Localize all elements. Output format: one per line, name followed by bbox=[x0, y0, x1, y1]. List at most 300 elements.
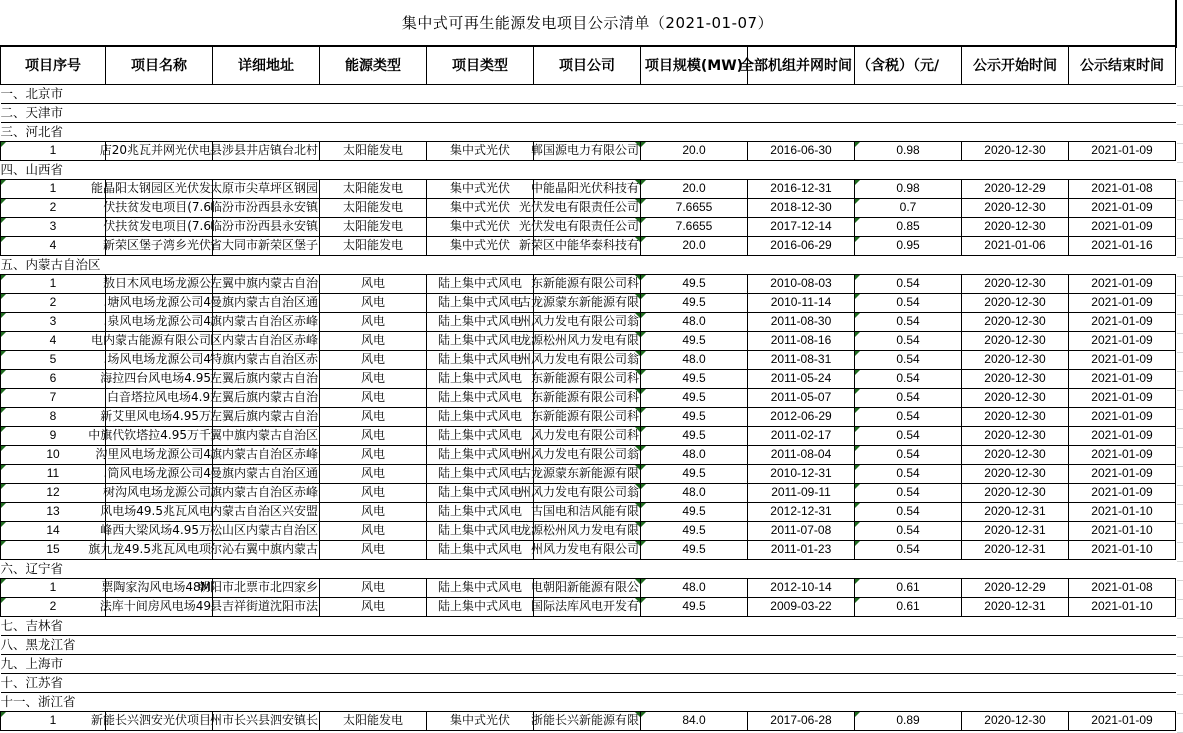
cell-address[interactable]: 临汾市汾西县永安镇 bbox=[213, 217, 320, 236]
cell-start-date[interactable]: 2020-12-30 bbox=[962, 483, 1069, 502]
cell-grid-time[interactable]: 2016-12-31 bbox=[748, 179, 855, 198]
cell-project-no[interactable]: 7 bbox=[1, 388, 106, 407]
gridline bbox=[1177, 428, 1183, 429]
cell-project-no[interactable]: 4 bbox=[1, 236, 106, 255]
table-row bbox=[1, 274, 1176, 293]
section-label[interactable]: 十、江苏省 bbox=[1, 673, 1176, 692]
gridline bbox=[1177, 314, 1183, 315]
cell-scale[interactable]: 49.5 bbox=[641, 369, 748, 388]
cell-price[interactable]: 0.95 bbox=[855, 236, 962, 255]
cell-project-type[interactable]: 陆上集中式风电 bbox=[427, 369, 534, 388]
section-label[interactable]: 一、北京市 bbox=[1, 84, 1176, 103]
cell-project-name[interactable]: 电内蒙古能源有限公司 bbox=[106, 331, 213, 350]
cell-price[interactable]: 0.61 bbox=[855, 597, 962, 616]
cell-company[interactable]: 古龙源蒙东新能源有限 bbox=[534, 293, 641, 312]
header-project-no[interactable]: 项目序号 bbox=[1, 46, 106, 84]
cell-project-no[interactable]: 14 bbox=[1, 521, 106, 540]
cell-company[interactable]: 龙源松州风力发电有限 bbox=[534, 521, 641, 540]
cell-project-name[interactable]: 旗九龙49.5兆瓦风电项 bbox=[106, 540, 213, 559]
cell-end-date[interactable]: 2021-01-10 bbox=[1069, 540, 1176, 559]
cell-project-name[interactable]: 法库十间房风电场49 bbox=[106, 597, 213, 616]
section-label[interactable]: 六、辽宁省 bbox=[1, 559, 1176, 578]
cell-grid-time[interactable]: 2011-08-30 bbox=[748, 312, 855, 331]
cell-scale[interactable]: 48.0 bbox=[641, 445, 748, 464]
cell-price[interactable]: 0.54 bbox=[855, 350, 962, 369]
cell-company[interactable]: 东新能源有限公司科 bbox=[534, 274, 641, 293]
cell-project-type[interactable]: 陆上集中式风电 bbox=[427, 540, 534, 559]
cell-start-date[interactable]: 2020-12-30 bbox=[962, 217, 1069, 236]
cell-energy-type[interactable]: 太阳能发电 bbox=[320, 141, 427, 160]
cell-project-name[interactable]: 塘风电场龙源公司4. bbox=[106, 293, 213, 312]
cell-company[interactable]: 风力发电有限公司科 bbox=[534, 426, 641, 445]
cell-address[interactable]: 区内蒙古自治区赤峰 bbox=[213, 331, 320, 350]
cell-end-date[interactable]: 2021-01-09 bbox=[1069, 217, 1176, 236]
cell-company[interactable]: 古龙源蒙东新能源有限 bbox=[534, 464, 641, 483]
cell-energy-type[interactable]: 太阳能发电 bbox=[320, 198, 427, 217]
cell-project-type[interactable]: 陆上集中式风电 bbox=[427, 293, 534, 312]
cell-end-date[interactable]: 2021-01-09 bbox=[1069, 274, 1176, 293]
section-label[interactable]: 二、天津市 bbox=[1, 103, 1176, 122]
cell-start-date[interactable]: 2020-12-29 bbox=[962, 578, 1069, 597]
cell-price[interactable]: 0.54 bbox=[855, 521, 962, 540]
cell-project-type[interactable]: 陆上集中式风电 bbox=[427, 464, 534, 483]
cell-price[interactable]: 0.7 bbox=[855, 198, 962, 217]
cell-project-type[interactable]: 陆上集中式风电 bbox=[427, 578, 534, 597]
cell-grid-time[interactable]: 2011-05-24 bbox=[748, 369, 855, 388]
cell-start-date[interactable]: 2020-12-30 bbox=[962, 464, 1069, 483]
cell-project-type[interactable]: 陆上集中式风电 bbox=[427, 483, 534, 502]
cell-grid-time[interactable]: 2011-09-11 bbox=[748, 483, 855, 502]
cell-project-name[interactable]: 新艾里风电场4.95万 bbox=[106, 407, 213, 426]
gridline bbox=[1177, 333, 1183, 334]
cell-start-date[interactable]: 2020-12-30 bbox=[962, 141, 1069, 160]
cell-project-name[interactable]: 筒风电场龙源公司4. bbox=[106, 464, 213, 483]
header-energy-type[interactable]: 能源类型 bbox=[320, 46, 427, 84]
cell-project-no[interactable]: 11 bbox=[1, 464, 106, 483]
cell-project-type[interactable]: 陆上集中式风电 bbox=[427, 521, 534, 540]
cell-project-type[interactable]: 陆上集中式风电 bbox=[427, 350, 534, 369]
cell-grid-time[interactable]: 2012-10-14 bbox=[748, 578, 855, 597]
header-end-date[interactable]: 公示结束时间 bbox=[1069, 46, 1176, 84]
cell-grid-time[interactable]: 2011-05-07 bbox=[748, 388, 855, 407]
cell-start-date[interactable]: 2020-12-31 bbox=[962, 521, 1069, 540]
cell-company[interactable]: 州风力发电有限公司翁 bbox=[534, 445, 641, 464]
cell-company[interactable]: 电朝阳新能源有限公 bbox=[534, 578, 641, 597]
cell-project-type[interactable]: 集中式光伏 bbox=[427, 179, 534, 198]
cell-energy-type[interactable]: 风电 bbox=[320, 388, 427, 407]
cell-project-no[interactable]: 1 bbox=[1, 141, 106, 160]
cell-end-date[interactable]: 2021-01-08 bbox=[1069, 179, 1176, 198]
cell-price[interactable]: 0.85 bbox=[855, 217, 962, 236]
section-row bbox=[1, 255, 1176, 274]
cell-company[interactable]: 中能晶阳光伏科技有 bbox=[534, 179, 641, 198]
cell-company[interactable]: 东新能源有限公司科 bbox=[534, 388, 641, 407]
cell-energy-type[interactable]: 太阳能发电 bbox=[320, 711, 427, 730]
cell-company[interactable]: 新荣区中能华泰科技有 bbox=[534, 236, 641, 255]
cell-address[interactable]: 内蒙古自治区兴安盟 bbox=[213, 502, 320, 521]
cell-energy-type[interactable]: 风电 bbox=[320, 578, 427, 597]
cell-company[interactable]: 国际法库风电开发有 bbox=[534, 597, 641, 616]
cell-energy-type[interactable]: 风电 bbox=[320, 426, 427, 445]
cell-project-type[interactable]: 陆上集中式风电 bbox=[427, 274, 534, 293]
cell-energy-type[interactable]: 风电 bbox=[320, 350, 427, 369]
cell-project-no[interactable]: 10 bbox=[1, 445, 106, 464]
cell-scale[interactable]: 20.0 bbox=[641, 179, 748, 198]
cell-energy-type[interactable]: 太阳能发电 bbox=[320, 217, 427, 236]
cell-start-date[interactable]: 2020-12-31 bbox=[962, 597, 1069, 616]
header-grid-time[interactable]: 全部机组并网时间 bbox=[748, 46, 855, 84]
cell-company[interactable]: 州风力发电有限公司翁 bbox=[534, 312, 641, 331]
cell-project-no[interactable]: 15 bbox=[1, 540, 106, 559]
cell-scale[interactable]: 7.6655 bbox=[641, 217, 748, 236]
cell-start-date[interactable]: 2020-12-31 bbox=[962, 540, 1069, 559]
cell-price[interactable]: 0.54 bbox=[855, 293, 962, 312]
cell-start-date[interactable]: 2020-12-30 bbox=[962, 312, 1069, 331]
header-start-date[interactable]: 公示开始时间 bbox=[962, 46, 1069, 84]
cell-scale[interactable]: 7.6655 bbox=[641, 198, 748, 217]
cell-price[interactable]: 0.54 bbox=[855, 483, 962, 502]
cell-address[interactable]: 太原市尖草坪区钢园 bbox=[213, 179, 320, 198]
cell-scale[interactable]: 49.5 bbox=[641, 502, 748, 521]
cell-start-date[interactable]: 2020-12-30 bbox=[962, 711, 1069, 730]
cell-price[interactable]: 0.89 bbox=[855, 711, 962, 730]
cell-price[interactable]: 0.54 bbox=[855, 312, 962, 331]
cell-end-date[interactable]: 2021-01-09 bbox=[1069, 483, 1176, 502]
cell-energy-type[interactable]: 风电 bbox=[320, 293, 427, 312]
cell-scale[interactable]: 20.0 bbox=[641, 141, 748, 160]
cell-end-date[interactable]: 2021-01-09 bbox=[1069, 312, 1176, 331]
cell-address[interactable]: 左翼中旗内蒙古自治 bbox=[213, 274, 320, 293]
cell-energy-type[interactable]: 风电 bbox=[320, 521, 427, 540]
cell-end-date[interactable]: 2021-01-09 bbox=[1069, 141, 1176, 160]
cell-start-date[interactable]: 2020-12-30 bbox=[962, 350, 1069, 369]
cell-address[interactable]: 旗内蒙古自治区赤峰 bbox=[213, 483, 320, 502]
cell-address[interactable]: 曼旗内蒙古自治区通 bbox=[213, 293, 320, 312]
cell-project-type[interactable]: 集中式光伏 bbox=[427, 198, 534, 217]
cell-scale[interactable]: 84.0 bbox=[641, 711, 748, 730]
cell-energy-type[interactable]: 风电 bbox=[320, 369, 427, 388]
cell-end-date[interactable]: 2021-01-10 bbox=[1069, 521, 1176, 540]
cell-energy-type[interactable]: 风电 bbox=[320, 331, 427, 350]
gridline bbox=[1177, 181, 1183, 182]
cell-project-no[interactable]: 3 bbox=[1, 312, 106, 331]
cell-project-no[interactable]: 2 bbox=[1, 198, 106, 217]
cell-address[interactable]: 州市长兴县泗安镇长 bbox=[213, 711, 320, 730]
cell-start-date[interactable]: 2020-12-30 bbox=[962, 331, 1069, 350]
section-label[interactable]: 三、河北省 bbox=[1, 122, 1176, 141]
cell-grid-time[interactable]: 2011-02-17 bbox=[748, 426, 855, 445]
cell-company[interactable]: 州风力发电有限公司 bbox=[534, 540, 641, 559]
cell-project-no[interactable]: 1 bbox=[1, 179, 106, 198]
cell-project-type[interactable]: 陆上集中式风电 bbox=[427, 407, 534, 426]
cell-energy-type[interactable]: 风电 bbox=[320, 274, 427, 293]
gridline bbox=[1177, 390, 1183, 391]
cell-scale[interactable]: 48.0 bbox=[641, 350, 748, 369]
cell-project-no[interactable]: 5 bbox=[1, 350, 106, 369]
cell-project-no[interactable]: 2 bbox=[1, 293, 106, 312]
gridline bbox=[1177, 675, 1183, 676]
cell-grid-time[interactable]: 2009-03-22 bbox=[748, 597, 855, 616]
cell-end-date[interactable]: 2021-01-16 bbox=[1069, 236, 1176, 255]
cell-end-date[interactable]: 2021-01-09 bbox=[1069, 350, 1176, 369]
cell-grid-time[interactable]: 2010-11-14 bbox=[748, 293, 855, 312]
cell-project-no[interactable]: 8 bbox=[1, 407, 106, 426]
cell-grid-time[interactable]: 2012-12-31 bbox=[748, 502, 855, 521]
cell-price[interactable]: 0.54 bbox=[855, 464, 962, 483]
cell-grid-time[interactable]: 2018-12-30 bbox=[748, 198, 855, 217]
section-label[interactable]: 九、上海市 bbox=[1, 654, 1176, 673]
cell-start-date[interactable]: 2020-12-30 bbox=[962, 369, 1069, 388]
section-label[interactable]: 四、山西省 bbox=[1, 160, 1176, 179]
cell-project-name[interactable]: 沟里风电场龙源公司4 bbox=[106, 445, 213, 464]
cell-scale[interactable]: 49.5 bbox=[641, 274, 748, 293]
cell-price[interactable]: 0.54 bbox=[855, 426, 962, 445]
cell-company[interactable]: 州风力发电有限公司翁 bbox=[534, 483, 641, 502]
cell-end-date[interactable]: 2021-01-09 bbox=[1069, 407, 1176, 426]
cell-start-date[interactable]: 2020-12-30 bbox=[962, 426, 1069, 445]
cell-grid-time[interactable]: 2017-06-28 bbox=[748, 711, 855, 730]
cell-project-type[interactable]: 陆上集中式风电 bbox=[427, 502, 534, 521]
cell-price[interactable]: 0.54 bbox=[855, 331, 962, 350]
header-project-type[interactable]: 项目类型 bbox=[427, 46, 534, 84]
cell-scale[interactable]: 48.0 bbox=[641, 483, 748, 502]
table-row bbox=[1, 407, 1176, 426]
header-price[interactable]: （含税）（元/ bbox=[855, 46, 962, 84]
section-row bbox=[1, 84, 1176, 103]
cell-company[interactable]: 郸国源电力有限公司 bbox=[534, 141, 641, 160]
cell-project-name[interactable]: 风电场49.5兆瓦风电 bbox=[106, 502, 213, 521]
cell-company[interactable]: 东新能源有限公司科 bbox=[534, 369, 641, 388]
cell-energy-type[interactable]: 太阳能发电 bbox=[320, 179, 427, 198]
cell-scale[interactable]: 48.0 bbox=[641, 578, 748, 597]
cell-end-date[interactable]: 2021-01-08 bbox=[1069, 578, 1176, 597]
cell-address[interactable]: 省大同市新荣区堡子 bbox=[213, 236, 320, 255]
cell-project-name[interactable]: 峰西大梁风场4.95万 bbox=[106, 521, 213, 540]
cell-start-date[interactable]: 2020-12-30 bbox=[962, 274, 1069, 293]
section-label[interactable]: 五、内蒙古自治区 bbox=[1, 255, 1176, 274]
section-label[interactable]: 八、黑龙江省 bbox=[1, 635, 1176, 654]
cell-scale[interactable]: 48.0 bbox=[641, 312, 748, 331]
table-row bbox=[1, 540, 1176, 559]
cell-project-type[interactable]: 陆上集中式风电 bbox=[427, 388, 534, 407]
cell-project-no[interactable]: 12 bbox=[1, 483, 106, 502]
header-address[interactable]: 详细地址 bbox=[213, 46, 320, 84]
section-label[interactable]: 十一、浙江省 bbox=[1, 692, 1176, 711]
cell-grid-time[interactable]: 2011-08-04 bbox=[748, 445, 855, 464]
cell-project-no[interactable]: 1 bbox=[1, 711, 106, 730]
cell-address[interactable]: 翼中旗内蒙古自治区 bbox=[213, 426, 320, 445]
gridlines bbox=[1177, 48, 1183, 733]
cell-energy-type[interactable]: 风电 bbox=[320, 464, 427, 483]
cell-scale[interactable]: 49.5 bbox=[641, 464, 748, 483]
gridline bbox=[1177, 162, 1183, 163]
cell-company[interactable]: 州风力发电有限公司翁 bbox=[534, 350, 641, 369]
cell-start-date[interactable]: 2020-12-29 bbox=[962, 179, 1069, 198]
cell-start-date[interactable]: 2020-12-30 bbox=[962, 445, 1069, 464]
cell-address[interactable]: 左翼后旗内蒙古自治 bbox=[213, 407, 320, 426]
cell-project-name[interactable]: 新能长兴泗安光伏项目 bbox=[106, 711, 213, 730]
cell-address[interactable]: 特旗内蒙古自治区赤 bbox=[213, 350, 320, 369]
cell-project-no[interactable]: 6 bbox=[1, 369, 106, 388]
cell-end-date[interactable]: 2021-01-09 bbox=[1069, 293, 1176, 312]
cell-company[interactable]: 东新能源有限公司科 bbox=[534, 407, 641, 426]
cell-address[interactable]: 县涉县井店镇台北村 bbox=[213, 141, 320, 160]
cell-grid-time[interactable]: 2016-06-29 bbox=[748, 236, 855, 255]
cell-address[interactable]: 临汾市汾西县永安镇 bbox=[213, 198, 320, 217]
cell-price[interactable]: 0.98 bbox=[855, 179, 962, 198]
cell-address[interactable]: 左翼后旗内蒙古自治 bbox=[213, 388, 320, 407]
cell-energy-type[interactable]: 太阳能发电 bbox=[320, 236, 427, 255]
cell-company[interactable]: 龙源松州风力发电有限 bbox=[534, 331, 641, 350]
cell-start-date[interactable]: 2020-12-31 bbox=[962, 502, 1069, 521]
cell-scale[interactable]: 49.5 bbox=[641, 426, 748, 445]
cell-price[interactable]: 0.54 bbox=[855, 445, 962, 464]
cell-energy-type[interactable]: 风电 bbox=[320, 312, 427, 331]
cell-project-name[interactable]: 伏扶贫发电项目(7.6 bbox=[106, 198, 213, 217]
cell-end-date[interactable]: 2021-01-09 bbox=[1069, 445, 1176, 464]
cell-project-type[interactable]: 陆上集中式风电 bbox=[427, 445, 534, 464]
header-scale[interactable]: 项目规模(MW) bbox=[641, 46, 748, 84]
cell-project-name[interactable]: 敖日木风电场龙源公 bbox=[106, 274, 213, 293]
cell-energy-type[interactable]: 风电 bbox=[320, 502, 427, 521]
cell-energy-type[interactable]: 风电 bbox=[320, 407, 427, 426]
cell-project-name[interactable]: 场风电场龙源公司4. bbox=[106, 350, 213, 369]
gridline bbox=[1177, 504, 1183, 505]
table-row bbox=[1, 293, 1176, 312]
cell-address[interactable]: 旗内蒙古自治区赤峰 bbox=[213, 445, 320, 464]
cell-start-date[interactable]: 2021-01-06 bbox=[962, 236, 1069, 255]
cell-price[interactable]: 0.54 bbox=[855, 540, 962, 559]
cell-end-date[interactable]: 2021-01-09 bbox=[1069, 426, 1176, 445]
cell-grid-time[interactable]: 2012-06-29 bbox=[748, 407, 855, 426]
cell-project-no[interactable]: 13 bbox=[1, 502, 106, 521]
cell-project-no[interactable]: 2 bbox=[1, 597, 106, 616]
cell-address[interactable]: 曼旗内蒙古自治区通 bbox=[213, 464, 320, 483]
cell-start-date[interactable]: 2020-12-30 bbox=[962, 388, 1069, 407]
cell-project-type[interactable]: 集中式光伏 bbox=[427, 236, 534, 255]
cell-scale[interactable]: 49.5 bbox=[641, 388, 748, 407]
cell-energy-type[interactable]: 风电 bbox=[320, 540, 427, 559]
gridline bbox=[1177, 713, 1183, 714]
cell-end-date[interactable]: 2021-01-09 bbox=[1069, 464, 1176, 483]
header-company[interactable]: 项目公司 bbox=[534, 46, 641, 84]
cell-project-no[interactable]: 1 bbox=[1, 274, 106, 293]
cell-price[interactable]: 0.54 bbox=[855, 407, 962, 426]
cell-project-type[interactable]: 陆上集中式风电 bbox=[427, 426, 534, 445]
cell-scale[interactable]: 49.5 bbox=[641, 597, 748, 616]
cell-end-date[interactable]: 2021-01-09 bbox=[1069, 711, 1176, 730]
cell-grid-time[interactable]: 2011-07-08 bbox=[748, 521, 855, 540]
cell-address[interactable]: 县吉祥街道沈阳市法 bbox=[213, 597, 320, 616]
cell-scale[interactable]: 49.5 bbox=[641, 293, 748, 312]
cell-project-name[interactable]: 白音塔拉风电场4.9 bbox=[106, 388, 213, 407]
cell-project-type[interactable]: 陆上集中式风电 bbox=[427, 312, 534, 331]
gridline bbox=[1177, 523, 1183, 524]
section-row bbox=[1, 654, 1176, 673]
cell-address[interactable]: 尔沁右翼中旗内蒙古 bbox=[213, 540, 320, 559]
cell-price[interactable]: 0.54 bbox=[855, 502, 962, 521]
cell-scale[interactable]: 49.5 bbox=[641, 540, 748, 559]
cell-address[interactable]: 朝阳市北票市北四家乡 bbox=[213, 578, 320, 597]
gridline bbox=[1177, 694, 1183, 695]
cell-grid-time[interactable]: 2011-08-31 bbox=[748, 350, 855, 369]
cell-project-no[interactable]: 1 bbox=[1, 578, 106, 597]
cell-grid-time[interactable]: 2011-01-23 bbox=[748, 540, 855, 559]
cell-scale[interactable]: 49.5 bbox=[641, 521, 748, 540]
cell-address[interactable]: 旗内蒙古自治区赤峰 bbox=[213, 312, 320, 331]
cell-grid-time[interactable]: 2017-12-14 bbox=[748, 217, 855, 236]
cell-project-no[interactable]: 9 bbox=[1, 426, 106, 445]
gridline bbox=[1177, 86, 1183, 87]
cell-grid-time[interactable]: 2011-08-16 bbox=[748, 331, 855, 350]
cell-end-date[interactable]: 2021-01-10 bbox=[1069, 597, 1176, 616]
section-label[interactable]: 七、吉林省 bbox=[1, 616, 1176, 635]
cell-scale[interactable]: 20.0 bbox=[641, 236, 748, 255]
cell-project-type[interactable]: 集中式光伏 bbox=[427, 711, 534, 730]
cell-project-name[interactable]: 树沟风电场龙源公司 bbox=[106, 483, 213, 502]
cell-scale[interactable]: 49.5 bbox=[641, 407, 748, 426]
cell-end-date[interactable]: 2021-01-09 bbox=[1069, 369, 1176, 388]
cell-project-name[interactable]: 伏扶贫发电项目(7.6 bbox=[106, 217, 213, 236]
cell-grid-time[interactable]: 2010-12-31 bbox=[748, 464, 855, 483]
cell-price[interactable]: 0.98 bbox=[855, 141, 962, 160]
cell-scale[interactable]: 49.5 bbox=[641, 331, 748, 350]
cell-end-date[interactable]: 2021-01-09 bbox=[1069, 198, 1176, 217]
cell-company[interactable]: 古国电和洁风能有限 bbox=[534, 502, 641, 521]
cell-end-date[interactable]: 2021-01-09 bbox=[1069, 388, 1176, 407]
cell-price[interactable]: 0.54 bbox=[855, 274, 962, 293]
cell-company[interactable]: 光伏发电有限责任公司 bbox=[534, 217, 641, 236]
gridline bbox=[1177, 637, 1183, 638]
cell-start-date[interactable]: 2020-12-30 bbox=[962, 407, 1069, 426]
cell-price[interactable]: 0.54 bbox=[855, 369, 962, 388]
section-row bbox=[1, 692, 1176, 711]
cell-project-no[interactable]: 4 bbox=[1, 331, 106, 350]
cell-price[interactable]: 0.61 bbox=[855, 578, 962, 597]
cell-project-name[interactable]: 新荣区堡子湾乡光伏 bbox=[106, 236, 213, 255]
cell-project-type[interactable]: 陆上集中式风电 bbox=[427, 597, 534, 616]
cell-energy-type[interactable]: 风电 bbox=[320, 483, 427, 502]
cell-end-date[interactable]: 2021-01-09 bbox=[1069, 331, 1176, 350]
cell-energy-type[interactable]: 风电 bbox=[320, 597, 427, 616]
section-row bbox=[1, 616, 1176, 635]
cell-grid-time[interactable]: 2016-06-30 bbox=[748, 141, 855, 160]
header-project-name[interactable]: 项目名称 bbox=[106, 46, 213, 84]
cell-project-name[interactable]: 海拉四台风电场4.95 bbox=[106, 369, 213, 388]
cell-start-date[interactable]: 2020-12-30 bbox=[962, 198, 1069, 217]
cell-project-type[interactable]: 陆上集中式风电 bbox=[427, 331, 534, 350]
cell-project-type[interactable]: 集中式光伏 bbox=[427, 141, 534, 160]
cell-energy-type[interactable]: 风电 bbox=[320, 445, 427, 464]
cell-price[interactable]: 0.54 bbox=[855, 388, 962, 407]
cell-start-date[interactable]: 2020-12-30 bbox=[962, 293, 1069, 312]
table-row bbox=[1, 597, 1176, 616]
cell-project-name[interactable]: 店20兆瓦并网光伏电 bbox=[106, 141, 213, 160]
cell-address[interactable]: 松山区内蒙古自治区 bbox=[213, 521, 320, 540]
cell-grid-time[interactable]: 2010-08-03 bbox=[748, 274, 855, 293]
cell-project-name[interactable]: 中旗代钦塔拉4.95万千 bbox=[106, 426, 213, 445]
cell-project-name[interactable]: 泉风电场龙源公司4. bbox=[106, 312, 213, 331]
gridline bbox=[1177, 105, 1183, 106]
cell-project-name[interactable]: 票陶家沟风电场48M bbox=[106, 578, 213, 597]
cell-project-type[interactable]: 集中式光伏 bbox=[427, 217, 534, 236]
cell-end-date[interactable]: 2021-01-10 bbox=[1069, 502, 1176, 521]
cell-project-no[interactable]: 3 bbox=[1, 217, 106, 236]
cell-project-name[interactable]: 能晶阳太钢园区光伏发 bbox=[106, 179, 213, 198]
cell-company[interactable]: 光伏发电有限责任公司 bbox=[534, 198, 641, 217]
cell-company[interactable]: 浙能长兴新能源有限 bbox=[534, 711, 641, 730]
cell-address[interactable]: 左翼后旗内蒙古自治 bbox=[213, 369, 320, 388]
